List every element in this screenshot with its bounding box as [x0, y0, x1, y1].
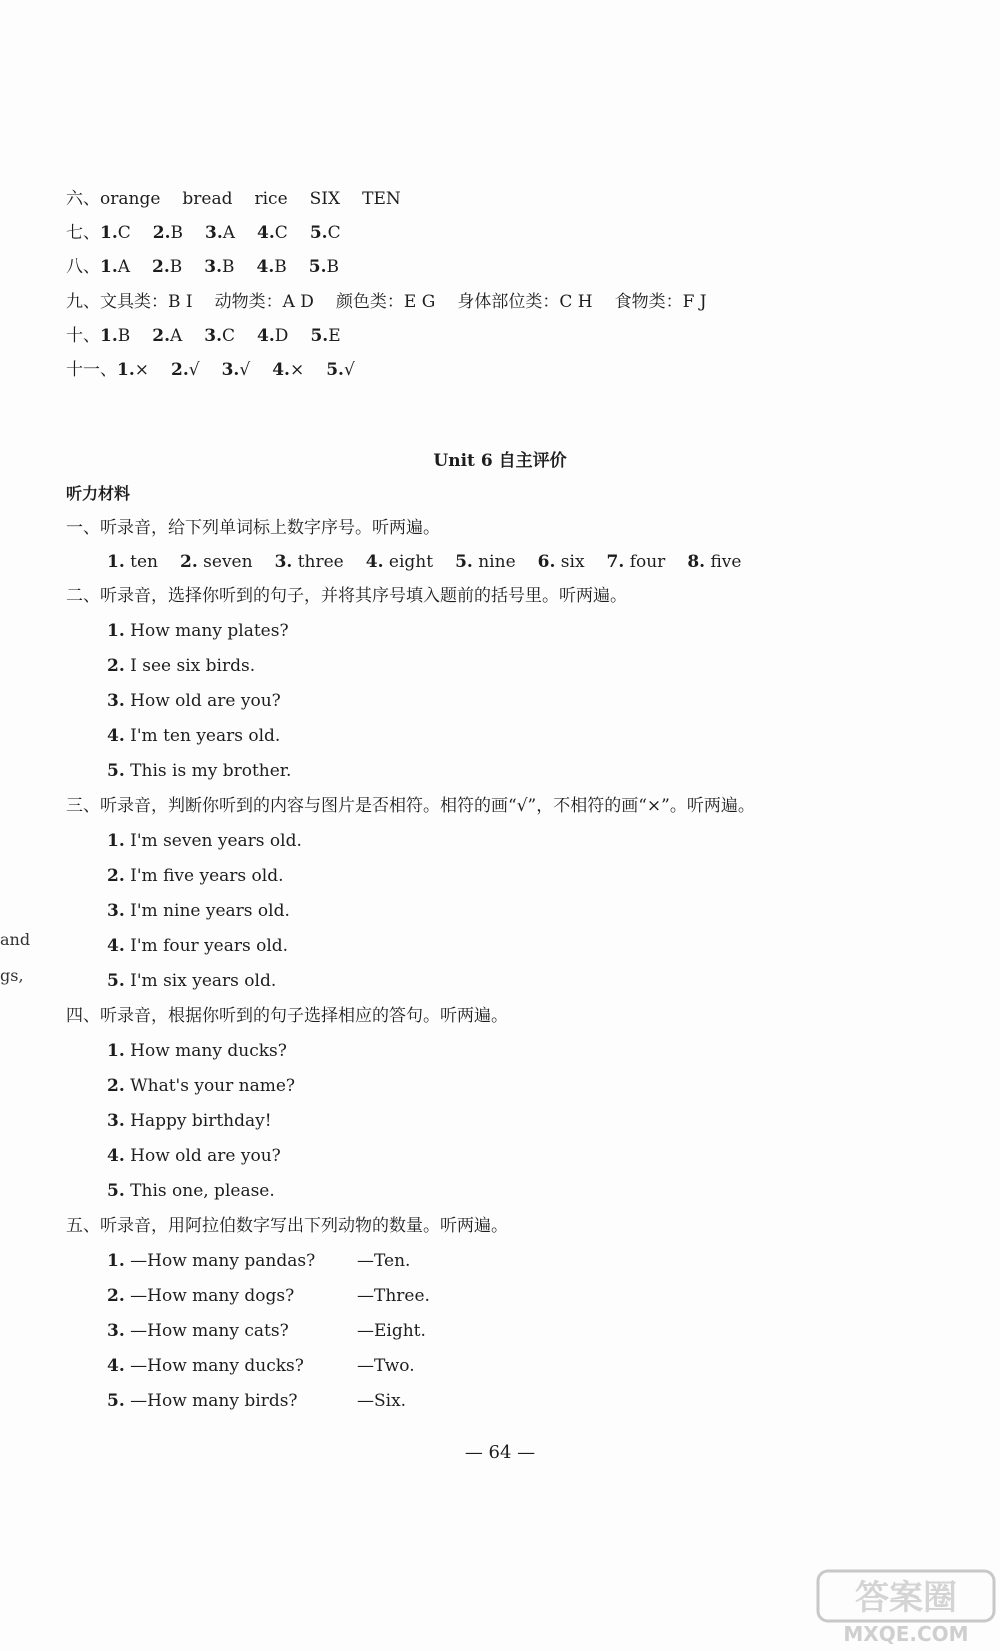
item-number: 2.	[180, 552, 198, 572]
list-item	[107, 935, 288, 957]
list-item	[107, 1390, 298, 1412]
item-answer: —Six.	[357, 1391, 407, 1411]
item-value: √	[188, 360, 200, 380]
item-number: 5.	[107, 1181, 125, 1201]
page-number: — 64 —	[464, 1442, 536, 1463]
item-number: 1.	[100, 223, 118, 243]
item-value: √	[239, 360, 251, 380]
item-number: 5.	[326, 360, 344, 380]
item-text: I'm seven years old.	[130, 831, 302, 851]
section-title: 五、听录音，用阿拉伯数字写出下列动物的数量。听两遍。	[66, 1216, 508, 1236]
section-title: 四、听录音，根据你听到的句子选择相应的答句。听两遍。	[66, 1006, 508, 1026]
item-number: 2.	[152, 223, 171, 243]
item-number: 4.	[107, 1356, 125, 1376]
answer-nine	[66, 291, 707, 313]
item-number: 4.	[365, 552, 384, 572]
item-number: 3.	[204, 257, 223, 277]
item-value: B	[326, 257, 340, 277]
item-question: —How many birds?	[130, 1391, 298, 1411]
item-number: 6.	[537, 552, 556, 572]
list-item	[107, 655, 255, 677]
item-text: How old are you?	[130, 691, 281, 711]
item-number: 2.	[107, 656, 125, 676]
item-number: 5.	[107, 1391, 125, 1411]
item-number: 3.	[221, 360, 240, 380]
answer-seven	[66, 222, 341, 244]
item-number: 4.	[257, 326, 275, 346]
section-title: 二、听录音，选择你听到的句子，并将其序号填入题前的括号里。听两遍。	[66, 586, 627, 606]
item-number: 7.	[606, 552, 625, 572]
item-number: 3.	[107, 1321, 125, 1341]
answer-number: 七、	[66, 223, 100, 243]
item-number: 4.	[107, 936, 125, 956]
answer-item: bread	[182, 189, 233, 209]
list-item	[107, 620, 289, 642]
answer-number: 六、	[66, 189, 100, 209]
item-number: 5.	[309, 223, 328, 243]
item-number: 3.	[205, 223, 223, 243]
item-question: —How many cats?	[130, 1321, 289, 1341]
list-item	[107, 1320, 289, 1342]
item-number: 2.	[107, 1076, 125, 1096]
list-item	[107, 1110, 272, 1132]
item-number: 3.	[107, 901, 125, 921]
answer-item: 文具类：B I	[100, 292, 193, 312]
item-value: C	[222, 326, 236, 346]
list-item	[107, 1250, 315, 1272]
item-value: C	[117, 223, 131, 243]
item-question: —How many dogs?	[130, 1286, 295, 1306]
item-number: 4.	[272, 360, 290, 380]
answer-number: 十一、	[66, 360, 117, 380]
watermark-logo	[816, 1567, 996, 1647]
item-number: 2.	[171, 360, 189, 380]
item-value: D	[274, 326, 289, 346]
item-word: three	[297, 552, 344, 572]
edge-text: gs,	[0, 966, 24, 985]
item-number: 1.	[100, 257, 118, 277]
item-number: 1.	[107, 1041, 125, 1061]
answer-item: 颜色类：E G	[335, 292, 436, 312]
list-item	[107, 865, 284, 887]
item-text: What's your name?	[130, 1076, 296, 1096]
answer-number: 八、	[66, 257, 100, 277]
item-answer: —Ten.	[357, 1251, 411, 1271]
list-item	[107, 970, 276, 992]
item-answer: —Two.	[357, 1356, 415, 1376]
item-text: I'm ten years old.	[130, 726, 281, 746]
answer-number: 十、	[66, 326, 100, 346]
section-title: 三、听录音，判断你听到的内容与图片是否相符。相符的画“√”，不相符的画“×”。听两遍。	[66, 796, 755, 816]
item-text: I'm five years old.	[130, 866, 284, 886]
item-value: B	[169, 257, 183, 277]
item-text: This one, please.	[130, 1181, 275, 1201]
item-question: —How many ducks?	[130, 1356, 304, 1376]
list-item	[107, 830, 302, 852]
section-1-words	[107, 551, 741, 573]
answer-number: 九、	[66, 292, 100, 312]
item-number: 5.	[310, 326, 329, 346]
item-answer: —Eight.	[357, 1321, 426, 1341]
answer-eight	[66, 256, 339, 278]
item-number: 3.	[204, 326, 223, 346]
item-text: How old are you?	[130, 1146, 281, 1166]
item-word: nine	[478, 552, 516, 572]
list-item	[107, 760, 291, 782]
item-text: I'm nine years old.	[130, 901, 290, 921]
item-number: 1.	[107, 831, 125, 851]
item-number: 2.	[107, 866, 125, 886]
item-number: 2.	[107, 1286, 125, 1306]
item-value: √	[343, 360, 355, 380]
item-text: I'm four years old.	[130, 936, 289, 956]
item-text: I'm six years old.	[130, 971, 277, 991]
item-number: 4.	[107, 726, 125, 746]
item-value: B	[274, 257, 287, 277]
answer-item: 食物类：F J	[614, 292, 707, 312]
list-item	[107, 1180, 275, 1202]
item-text: Happy birthday!	[130, 1111, 272, 1131]
item-number: 5.	[308, 257, 327, 277]
item-number: 1.	[100, 326, 118, 346]
item-value: ×	[134, 360, 149, 380]
list-item	[107, 1145, 281, 1167]
answer-item: rice	[254, 189, 288, 209]
listening-heading: 听力材料	[66, 484, 131, 503]
item-word: eight	[388, 552, 434, 572]
item-word: six	[560, 552, 585, 572]
item-number: 1.	[117, 360, 135, 380]
item-number: 5.	[455, 552, 473, 572]
item-value: C	[327, 223, 341, 243]
item-number: 4.	[107, 1146, 125, 1166]
answer-six	[66, 188, 401, 210]
answer-item: SIX	[309, 189, 341, 209]
item-text: I see six birds.	[130, 656, 256, 676]
item-value: C	[274, 223, 288, 243]
item-word: ten	[130, 552, 158, 572]
item-number: 8.	[687, 552, 706, 572]
item-number: 1.	[107, 552, 125, 572]
item-number: 3.	[107, 1111, 125, 1131]
unit-title: Unit 6 自主评价	[433, 451, 567, 471]
item-value: B	[222, 257, 235, 277]
item-value: A	[117, 257, 131, 277]
section-title: 一、听录音，给下列单词标上数字序号。听两遍。	[66, 518, 440, 538]
edge-text: and	[0, 930, 31, 949]
item-answer: —Three.	[357, 1286, 430, 1306]
list-item	[107, 725, 280, 747]
watermark-sub: MXQE.COM	[843, 1622, 969, 1646]
item-number: 3.	[107, 691, 125, 711]
item-value: ×	[289, 360, 305, 380]
item-value: B	[170, 223, 184, 243]
item-value: E	[328, 326, 341, 346]
list-item	[107, 1355, 304, 1377]
item-number: 4.	[256, 257, 275, 277]
item-text: How many ducks?	[130, 1041, 287, 1061]
answer-eleven	[66, 359, 355, 381]
item-number: 1.	[107, 1251, 125, 1271]
item-value: A	[170, 326, 183, 346]
watermark-text: 答案圈	[855, 1578, 957, 1618]
item-value: A	[222, 223, 236, 243]
answer-ten	[66, 325, 341, 347]
list-item	[107, 1040, 287, 1062]
item-text: This is my brother.	[130, 761, 292, 781]
answer-item: TEN	[362, 189, 401, 209]
item-word: seven	[203, 552, 253, 572]
answer-item: 动物类：A D	[214, 292, 314, 312]
item-number: 1.	[107, 621, 125, 641]
item-question: —How many pandas?	[130, 1251, 316, 1271]
item-number: 4.	[257, 223, 275, 243]
list-item	[107, 690, 281, 712]
item-number: 3.	[274, 552, 293, 572]
item-text: How many plates?	[130, 621, 289, 641]
answer-item: 身体部位类：C H	[457, 292, 593, 312]
list-item	[107, 900, 290, 922]
item-value: B	[117, 326, 131, 346]
item-word: four	[629, 552, 666, 572]
list-item	[107, 1075, 295, 1097]
answer-item: orange	[100, 189, 161, 209]
item-number: 5.	[107, 761, 125, 781]
item-number: 2.	[152, 326, 170, 346]
list-item	[107, 1285, 294, 1307]
item-word: five	[710, 552, 742, 572]
item-number: 5.	[107, 971, 125, 991]
item-number: 2.	[152, 257, 170, 277]
